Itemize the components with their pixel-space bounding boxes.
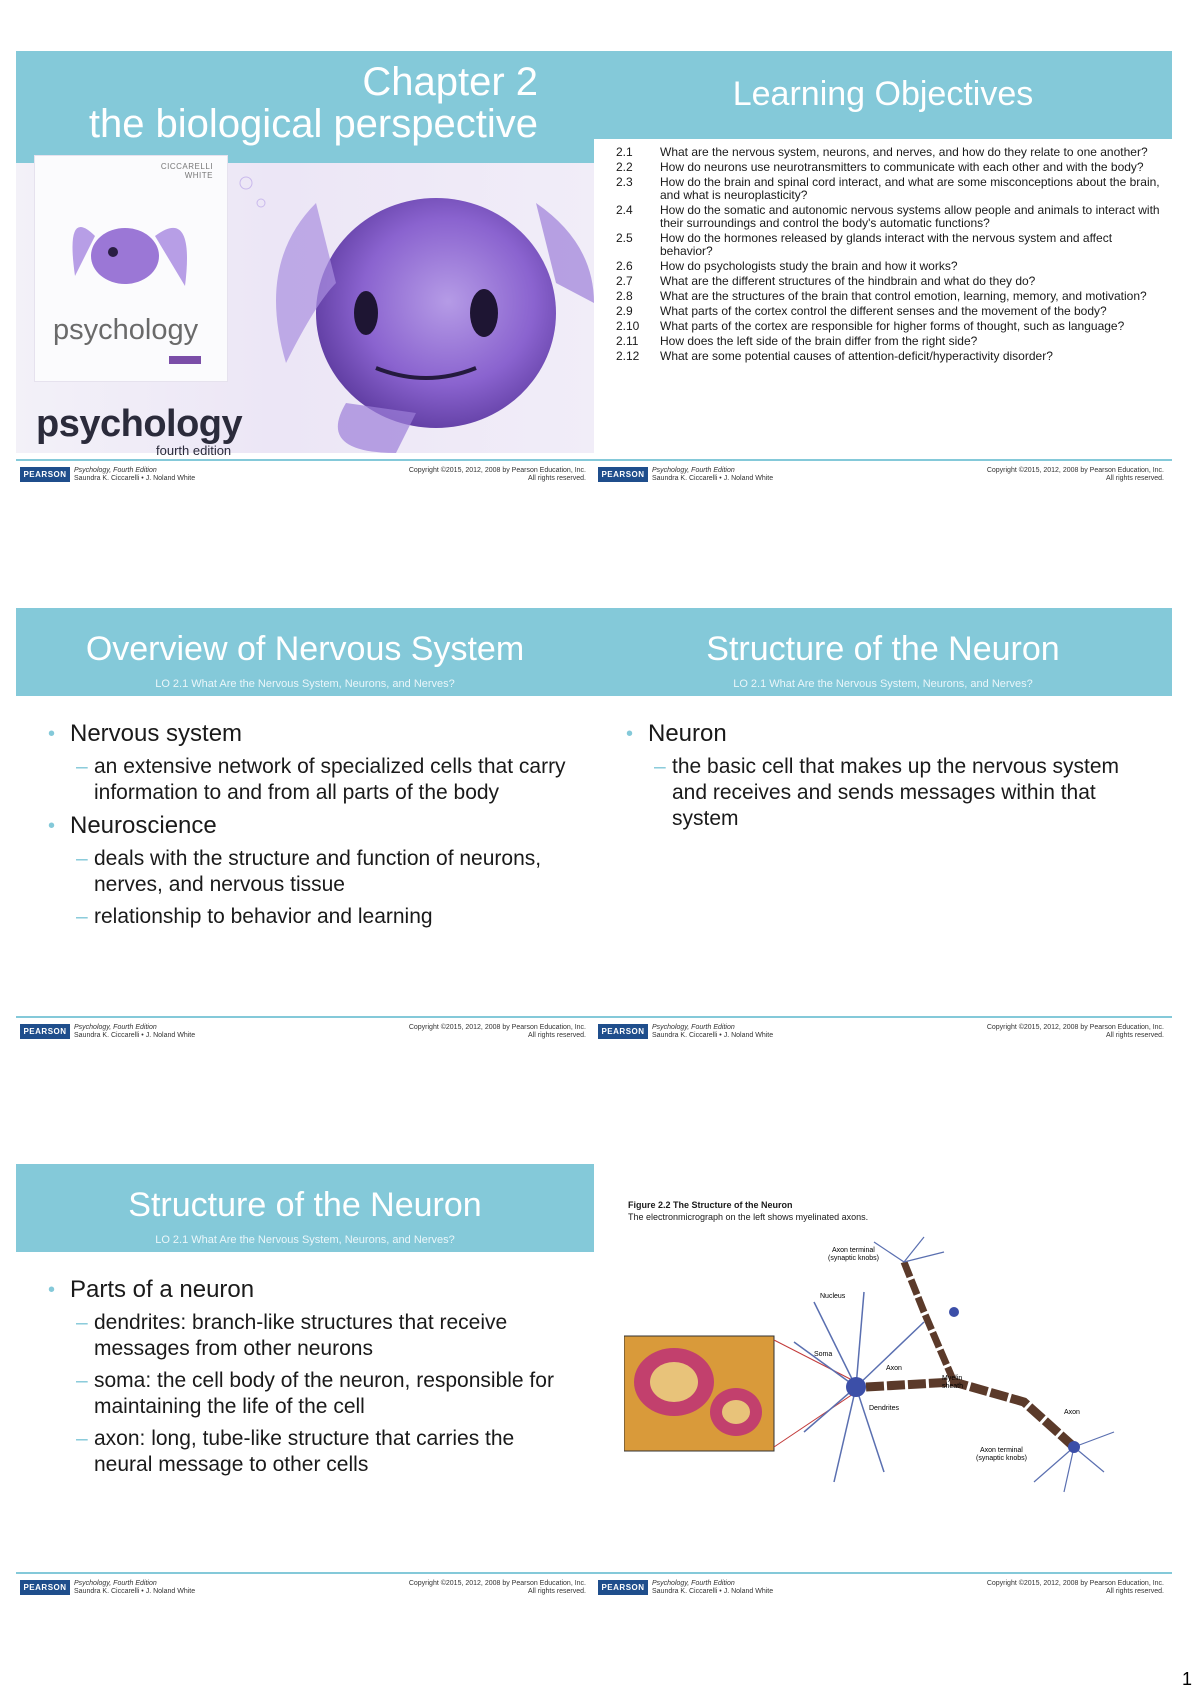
label-myelin: Myelin [942,1375,963,1382]
slide-learning-objectives [594,51,1172,496]
book-title: psychology [53,314,199,346]
label-synaptic-knobs-top: (synaptic knobs) [828,1255,879,1262]
chapter-subtitle: the biological perspective [88,102,538,146]
figure-caption: The electronmicrograph on the left shows myelinated axons. [628,1212,869,1222]
objective-number: 2.11 [616,334,639,348]
label-axon: Axon [886,1365,902,1372]
objective-item [616,275,1166,288]
footer-authors: Saundra K. Ciccarelli • J. Noland White [74,475,196,482]
book-authors: CICCARELLI WHITE [160,162,213,180]
objective-item [616,305,1166,318]
copyright-text: Copyright ©2015, 2012, 2008 by Pearson Education, Inc. [408,467,586,474]
bullet-list [624,720,1144,838]
objective-item [616,161,1166,174]
rights-text: All rights reserved. [1106,475,1164,482]
sub-bullet-item: – soma: the cell body of the neuron, responsible for maintaining the life of the cell [46,1368,566,1420]
objective-number: 2.5 [616,231,633,245]
rights-text: All rights reserved. [528,1032,586,1039]
objective-number: 2.12 [616,349,640,363]
objective-text: How do the somatic and autonomic nervous systems allow people and animals to interact with their surroundings and control the body's automatic functions? [660,203,1160,230]
book-fish-image [35,166,227,326]
footer-book-title: Psychology, Fourth Edition [652,467,735,474]
objective-item [616,290,1166,303]
footer-authors: Saundra K. Ciccarelli • J. Noland White [652,1032,774,1039]
cover-edition: fourth edition [156,443,232,458]
pearson-logo: PEARSON [598,467,648,482]
slide-neuron-figure [594,1164,1172,1609]
bullet-item: • Neuroscience [46,812,566,840]
footer-book [74,467,195,483]
book-edition-tag [169,356,201,364]
footer-book [74,1580,195,1596]
objective-text: How does the left side of the brain differ from the right side? [660,334,978,348]
objective-item [616,320,1166,333]
footer-rule [594,459,1172,461]
sub-bullet-item: – dendrites: branch-like structures that receive messages from other neurons [46,1310,566,1362]
page-number: 1 [1181,1669,1192,1689]
sub-bullet-item: – an extensive network of specialized cells that carry information to and from all parts of the body [46,754,566,806]
slide-structure-neuron-1 [594,608,1172,1053]
sub-bullet-item: – the basic cell that makes up the nervous system and receives and sends messages within that system [624,754,1144,832]
objective-number: 2.4 [616,203,633,217]
label-axon-terminal-top: Axon terminal [832,1247,875,1254]
pearson-logo: PEARSON [598,1580,648,1595]
copyright-text: Copyright ©2015, 2012, 2008 by Pearson Education, Inc. [408,1580,586,1587]
objective-text: What are the nervous system, neurons, and nerves, and how do they relate to one another? [660,145,1148,159]
objective-item [616,335,1166,348]
footer-copyright [409,1024,586,1040]
objective-number: 2.8 [616,289,633,303]
footer-rule [594,1016,1172,1018]
objective-item [616,204,1166,230]
objective-item [616,232,1166,258]
footer-authors: Saundra K. Ciccarelli • J. Noland White [652,475,774,482]
copyright-text: Copyright ©2015, 2012, 2008 by Pearson Education, Inc. [408,1024,586,1031]
bullet-item: • Parts of a neuron [46,1276,566,1304]
bullet-item: • Neuron [624,720,1144,748]
axon [866,1382,1074,1447]
slide-subtitle: LO 2.1 What Are the Nervous System, Neurons, and Nerves? [155,678,455,690]
objective-item [616,176,1166,202]
objective-number: 2.6 [616,259,633,273]
footer-book [652,1580,773,1596]
title-band [594,51,1172,139]
objective-number: 2.10 [616,319,640,333]
slide-subtitle: LO 2.1 What Are the Nervous System, Neurons, and Nerves? [733,678,1033,690]
objective-number: 2.7 [616,274,633,288]
footer-rule [16,1572,594,1574]
objective-text: What are some potential causes of attention-deficit/hyperactivity disorder? [660,349,1053,363]
pearson-logo: PEARSON [20,1024,70,1039]
footer-book-title: Psychology, Fourth Edition [652,1580,735,1587]
objective-text: What parts of the cortex are responsible for higher forms of thought, such as language? [660,319,1125,333]
objective-item [616,146,1166,159]
footer-book-title: Psychology, Fourth Edition [652,1024,735,1031]
pearson-logo: PEARSON [20,467,70,482]
footer-rule [16,459,594,461]
footer-copyright [987,1024,1164,1040]
footer-authors: Saundra K. Ciccarelli • J. Noland White [652,1588,774,1595]
label-axon-terminal-bottom: Axon terminal [980,1447,1023,1454]
footer-book [652,467,773,483]
copyright-text: Copyright ©2015, 2012, 2008 by Pearson Education, Inc. [986,467,1164,474]
footer-rule [16,1016,594,1018]
footer-authors: Saundra K. Ciccarelli • J. Noland White [74,1588,196,1595]
slide-title [16,51,594,496]
objective-item [616,260,1166,273]
book-cover [34,155,228,382]
copyright-text: Copyright ©2015, 2012, 2008 by Pearson Education, Inc. [986,1024,1164,1031]
footer-book-title: Psychology, Fourth Edition [74,1580,157,1587]
cover-title: psychology [36,403,243,445]
objective-item [616,350,1166,363]
label-dendrites: Dendrites [869,1405,899,1412]
objective-text: What are the structures of the brain that control emotion, learning, memory, and motivation? [660,289,1147,303]
bullet-list [46,720,566,936]
footer-book-title: Psychology, Fourth Edition [74,1024,157,1031]
footer-copyright [987,467,1164,483]
footer-book-title: Psychology, Fourth Edition [74,467,157,474]
title-band [16,608,594,696]
objectives-list [616,146,1166,365]
rights-text: All rights reserved. [528,1588,586,1595]
footer-rule [594,1572,1172,1574]
objective-text: How do the hormones released by glands interact with the nervous system and affect behavior? [660,231,1113,258]
objective-number: 2.1 [616,145,633,159]
footer-copyright [987,1580,1164,1596]
rights-text: All rights reserved. [1106,1588,1164,1595]
title-band [16,51,594,163]
slide-title: Learning Objectives [732,75,1034,113]
bullet-item: • Nervous system [46,720,566,748]
title-band [16,1164,594,1252]
slide-subtitle: LO 2.1 What Are the Nervous System, Neurons, and Nerves? [155,1234,455,1246]
rights-text: All rights reserved. [528,475,586,482]
figure-title: Figure 2.2 The Structure of the Neuron [628,1200,793,1210]
objective-text: What parts of the cortex control the different senses and the movement of the body? [660,304,1107,318]
objective-text: How do neurons use neurotransmitters to communicate with each other and with the body? [660,160,1144,174]
slide-title: Structure of the Neuron [706,630,1060,668]
objective-number: 2.9 [616,304,633,318]
slide-title: Overview of Nervous System [85,630,525,668]
chapter-title: Chapter 2 [362,60,538,104]
label-axon-right: Axon [1064,1409,1080,1416]
objective-text: What are the different structures of the hindbrain and what do they do? [660,274,1036,288]
objective-number: 2.2 [616,160,633,174]
slide-overview-nervous-system [16,608,594,1053]
footer-copyright [409,1580,586,1596]
label-synaptic-knobs-bottom: (synaptic knobs) [976,1455,1027,1462]
objective-text: How do the brain and spinal cord interact, and what are some misconceptions about the brain, and what is neuroplasticity? [660,175,1160,202]
title-band [594,608,1172,696]
copyright-text: Copyright ©2015, 2012, 2008 by Pearson Education, Inc. [986,1580,1164,1587]
sub-bullet-item: – deals with the structure and function of neurons, nerves, and nervous tissue [46,846,566,898]
objective-text: How do psychologists study the brain and how it works? [660,259,958,273]
slide-title: Structure of the Neuron [128,1186,482,1224]
label-nucleus: Nucleus [820,1293,846,1300]
sub-bullet-item: – relationship to behavior and learning [46,904,566,930]
soma [846,1377,866,1397]
footer-book [74,1024,195,1040]
rights-text: All rights reserved. [1106,1032,1164,1039]
neuron-diagram [624,1232,1144,1552]
bullet-list [46,1276,566,1484]
footer-book [652,1024,773,1040]
pearson-logo: PEARSON [20,1580,70,1595]
sub-bullet-item: – axon: long, tube-like structure that carries the neural message to other cells [46,1426,566,1478]
objective-number: 2.3 [616,175,633,189]
pearson-logo: PEARSON [598,1024,648,1039]
label-soma: Soma [814,1351,833,1358]
slide-structure-neuron-2 [16,1164,594,1609]
label-sheath: sheath [942,1383,964,1390]
footer-copyright [409,467,586,483]
footer-authors: Saundra K. Ciccarelli • J. Noland White [74,1032,196,1039]
